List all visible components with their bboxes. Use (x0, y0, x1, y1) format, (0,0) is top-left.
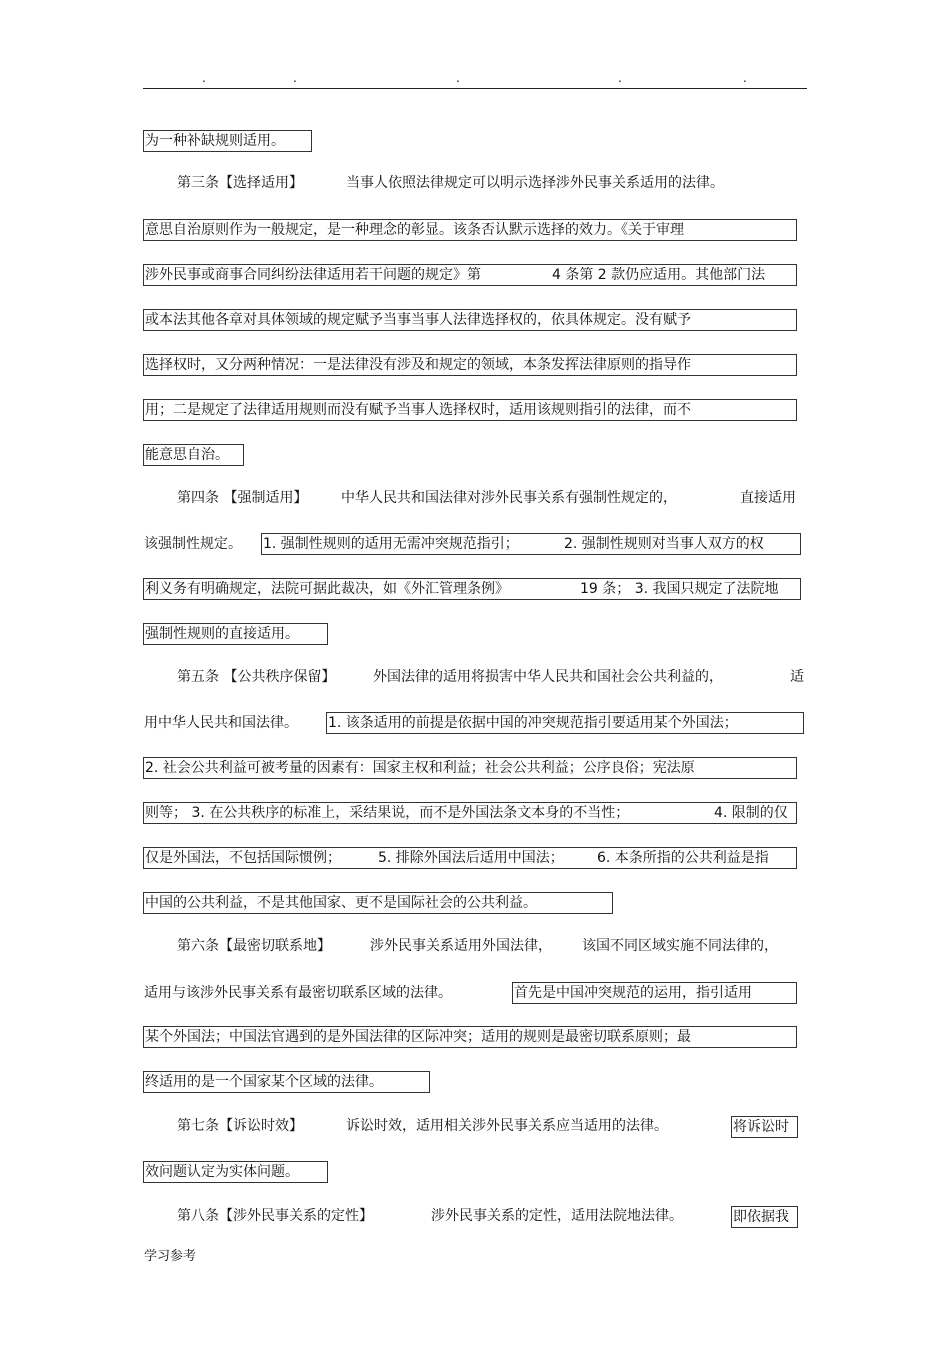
article-heading: 第八条【涉外民事关系的定性】 (177, 1208, 373, 1224)
header-dot: . (618, 71, 622, 85)
article-text: 该强制性规定。 (144, 536, 242, 552)
article-heading: 第七条【诉讼时效】 (177, 1118, 303, 1134)
article-heading: 第六条【最密切联系地】 (177, 938, 331, 954)
boxed-note: 效问题认定为实体问题。 (143, 1161, 328, 1183)
boxed-note: 强制性规则的直接适用。 (143, 623, 328, 645)
header-dot: . (202, 71, 206, 85)
article-text: 该国不同区域实施不同法律的， (582, 938, 778, 954)
note-text: 涉外民事或商事合同纠纷法律适用若干问题的规定》第 (145, 267, 481, 283)
article-text: 外国法律的适用将损害中华人民共和国社会公共利益的， (373, 669, 723, 685)
article-text: 适 (790, 669, 804, 685)
boxed-note: 中国的公共利益，不是其他国家、更不是国际社会的公共利益。 (143, 892, 613, 914)
note-text: 5. 排除外国法后适用中国法； (378, 850, 564, 866)
note-text: 4. 限制的仅 (714, 805, 788, 821)
article-heading: 第三条【选择适用】 (177, 175, 303, 191)
boxed-note: 首先是中国冲突规范的运用，指引适用 (512, 982, 797, 1004)
boxed-note: 2. 社会公共利益可被考量的因素有：国家主权和利益；社会公共利益；公序良俗；宪法原 (143, 757, 797, 779)
note-text: 1. 强制性规则的适用无需冲突规范指引； (263, 536, 519, 552)
boxed-note: 能意思自治。 (143, 444, 244, 466)
article-heading: 第五条 【公共秩序保留】 (177, 669, 336, 685)
article-text: 当事人依照法律规定可以明示选择涉外民事关系适用的法律。 (346, 175, 724, 191)
note-text: 19 条； 3. 我国只规定了法院地 (580, 581, 779, 597)
boxed-note: 终适用的是一个国家某个区域的法律。 (143, 1071, 430, 1093)
article-text: 涉外民事关系适用外国法律， (370, 938, 552, 954)
boxed-note: 选择权时，又分两种情况：一是法律没有涉及和规定的领域，本条发挥法律原则的指导作 (143, 354, 797, 376)
header-rule (143, 88, 807, 89)
boxed-note (143, 847, 797, 869)
boxed-note: 用；二是规定了法律适用规则而没有赋予当事人选择权时，适用该规则指引的法律，而不 (143, 399, 797, 421)
article-text: 中华人民共和国法律对涉外民事关系有强制性规定的， (341, 490, 677, 506)
boxed-note: 即依据我 (731, 1206, 798, 1228)
boxed-note: 为一种补缺规则适用。 (143, 130, 312, 152)
note-text: 2. 强制性规则对当事人双方的权 (564, 536, 764, 552)
article-heading: 第四条 【强制适用】 (177, 490, 308, 506)
note-text: 利义务有明确规定，法院可据此裁决，如《外汇管理条例》 (145, 581, 509, 597)
boxed-note: 1. 该条适用的前提是依据中国的冲突规范指引要适用某个外国法； (326, 712, 804, 734)
note-text: 仅是外国法，不包括国际惯例； (145, 850, 341, 866)
boxed-note: 将诉讼时 (731, 1116, 798, 1138)
article-text: 直接适用 (740, 490, 796, 506)
boxed-note: 或本法其他各章对具体领域的规定赋予当事当事人法律选择权的，依具体规定。没有赋予 (143, 309, 797, 331)
boxed-note: 意思自治原则作为一般规定，是一种理念的彰显。该条否认默示选择的效力。《关于审理 (143, 219, 797, 241)
article-text: 诉讼时效，适用相关涉外民事关系应当适用的法律。 (346, 1118, 668, 1134)
note-text: 则等； 3. 在公共秩序的标准上，采结果说，而不是外国法条文本身的不当性； (145, 805, 630, 821)
note-text: 6. 本条所指的公共利益是指 (597, 850, 769, 866)
boxed-note (143, 802, 797, 824)
footer-label: 学习参考 (144, 1249, 197, 1264)
boxed-note (143, 578, 801, 600)
article-text: 涉外民事关系的定性，适用法院地法律。 (431, 1208, 683, 1224)
note-text: 4 条第 2 款仍应适用。其他部门法 (552, 267, 766, 283)
boxed-note (143, 264, 797, 286)
header-dot: . (293, 71, 297, 85)
header-dot: . (456, 71, 460, 85)
article-text: 适用与该涉外民事关系有最密切联系区域的法律。 (144, 985, 452, 1001)
boxed-note (261, 533, 801, 555)
boxed-note: 某个外国法；中国法官遇到的是外国法律的区际冲突；适用的规则是最密切联系原则；最 (143, 1026, 797, 1048)
article-text: 用中华人民共和国法律。 (144, 715, 298, 731)
header-dot: . (743, 71, 747, 85)
